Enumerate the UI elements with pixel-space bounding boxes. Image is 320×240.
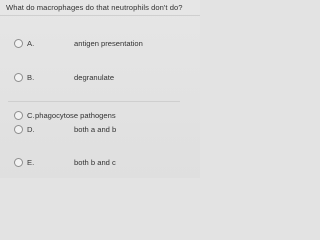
- question-text: What do macrophages do that neutrophils don't do?: [6, 3, 183, 12]
- answer-option-d[interactable]: [14, 123, 184, 137]
- answer-option-b[interactable]: [14, 71, 184, 85]
- radio-button-a[interactable]: [14, 39, 23, 48]
- option-letter-d: D.: [27, 125, 35, 134]
- option-text-c: phagocytose pathogens: [35, 111, 116, 120]
- option-divider: [8, 101, 180, 102]
- option-letter-b: B.: [27, 73, 35, 82]
- answer-option-a[interactable]: [14, 37, 184, 51]
- radio-button-d[interactable]: [14, 125, 23, 134]
- option-letter-e: E.: [27, 158, 35, 167]
- radio-button-b[interactable]: [14, 73, 23, 82]
- answer-option-e[interactable]: [14, 156, 184, 170]
- quiz-panel: [0, 0, 200, 178]
- option-text-b: degranulate: [74, 73, 115, 82]
- radio-button-e[interactable]: [14, 158, 23, 167]
- answer-option-c[interactable]: [14, 109, 184, 123]
- option-letter-c: C.: [27, 111, 35, 120]
- option-letter-a: A.: [27, 39, 35, 48]
- option-text-d: both a and b: [74, 125, 117, 134]
- option-text-a: antigen presentation: [74, 39, 143, 48]
- option-text-e: both b and c: [74, 158, 116, 167]
- question-divider: [0, 15, 200, 16]
- radio-button-c[interactable]: [14, 111, 23, 120]
